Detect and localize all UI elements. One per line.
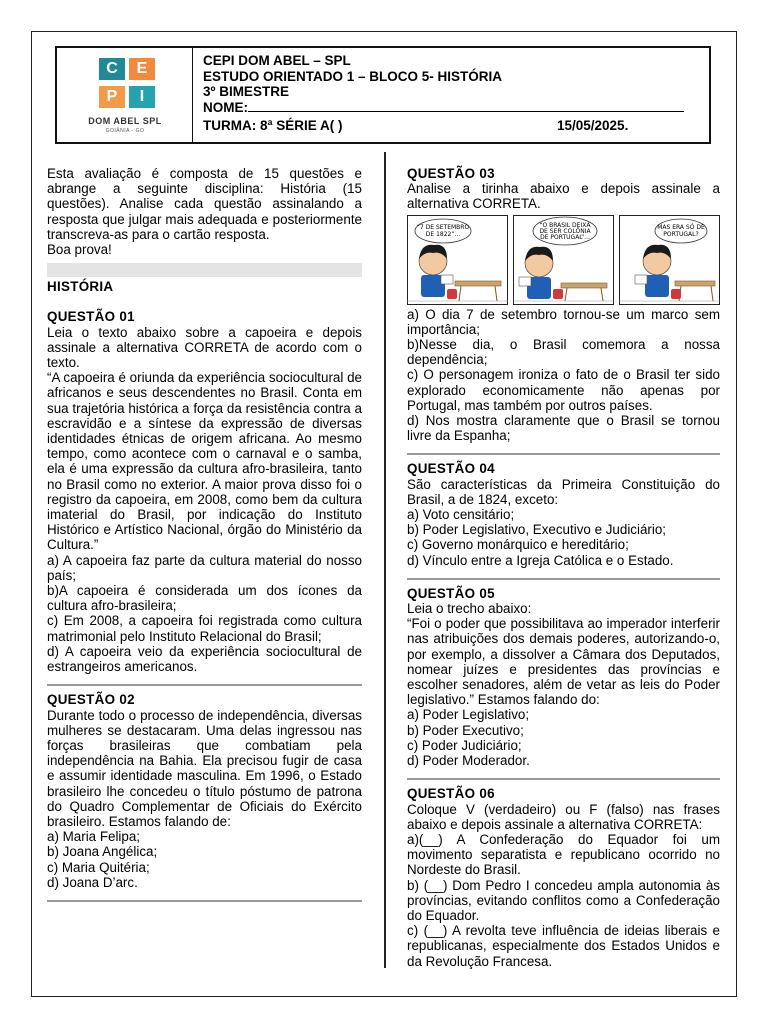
comic-bubble-1-line-1: “7 DE SETEMBRO bbox=[416, 223, 470, 231]
question-03-option-a[interactable]: a) O dia 7 de setembro tornou-se um marco sem importância; bbox=[407, 306, 720, 337]
comic-panel-2-drawing bbox=[513, 215, 614, 305]
question-05-option-c[interactable]: c) Poder Judiciário; bbox=[407, 737, 522, 753]
name-field[interactable] bbox=[248, 100, 684, 112]
intro-text: Esta avaliação é composta de 15 questões e abrange a seguinte disciplina: História (15 questões). Analise cada questão assinalando a resposta que julgar mais adequada e posteriormente transcreva-as para o cartão resposta. bbox=[47, 166, 362, 242]
comic-panel-1 bbox=[407, 215, 508, 305]
question-02-option-b[interactable]: b) Joana Angélica; bbox=[47, 844, 158, 860]
question-03-option-c[interactable]: c) O personagem ironiza o fato de o Brasil ter sido explorado economicamente não apenas por Portugal, mas também por outros países. bbox=[407, 367, 720, 413]
question-05-prompt: Leia o trecho abaixo: bbox=[407, 601, 532, 617]
question-06-item-a[interactable]: a)(__) A Confederação do Equador foi um movimento separatista e republicano ocorrido no Nordeste do Brasil. bbox=[407, 831, 720, 878]
question-04-option-b[interactable]: b) Poder Legislativo, Executivo e Judiciário; bbox=[407, 522, 667, 538]
question-04-option-a[interactable]: a) Voto censitário; bbox=[407, 507, 515, 523]
question-02-option-a[interactable]: a) Maria Felipa; bbox=[47, 829, 141, 845]
left-column bbox=[47, 166, 362, 908]
question-04-prompt: São características da Primeira Constituição do Brasil, a de 1824, exceto: bbox=[407, 476, 720, 507]
comic-bubble-1-line-2: DE 1822”... bbox=[425, 230, 461, 238]
question-05-option-a[interactable]: a) Poder Legislativo; bbox=[407, 707, 530, 723]
separator bbox=[47, 900, 362, 902]
logo-tile-p: P bbox=[99, 86, 125, 108]
question-06-prompt: Coloque V (verdadeiro) ou F (falso) nas frases abaixo e depois assinale a alternativa CORRETA: bbox=[407, 801, 720, 832]
column-divider bbox=[384, 152, 386, 968]
question-01-option-b[interactable]: b)A capoeira é considerada um dos ícones da cultura afro-brasileira; bbox=[47, 583, 362, 614]
comic-bubble-2-line-1: “O BRASIL DEIXA bbox=[539, 221, 591, 229]
exam-date: 15/05/2025. bbox=[557, 118, 629, 133]
right-column bbox=[407, 166, 720, 969]
question-04-option-d[interactable]: d) Vínculo entre a Igreja Católica e o Estado. bbox=[407, 552, 674, 568]
separator bbox=[407, 453, 720, 455]
name-label: NOME: bbox=[203, 99, 248, 115]
separator bbox=[407, 778, 720, 780]
question-05-option-b[interactable]: b) Poder Executivo; bbox=[407, 722, 524, 738]
school-logo bbox=[57, 48, 193, 142]
question-03-option-d[interactable]: d) Nos mostra claramente que o Brasil se tornou livre da Espanha; bbox=[407, 413, 720, 444]
name-row bbox=[203, 100, 703, 116]
logo-tile-c: C bbox=[99, 58, 125, 80]
question-01-option-d[interactable]: d) A capoeira veio da experiência sociocultural de estrangeiros americanos. bbox=[47, 643, 362, 675]
exam-header bbox=[55, 46, 711, 144]
question-04-option-c[interactable]: c) Governo monárquico e hereditário; bbox=[407, 537, 629, 553]
logo-tile-i: I bbox=[129, 86, 155, 108]
question-01-option-c[interactable]: c) Em 2008, a capoeira foi registrada como cultura matrimonial pelo Instituto Relacional do Brasil; bbox=[47, 613, 362, 644]
class-label: TURMA: 8ª SÉRIE A( ) bbox=[203, 118, 343, 133]
question-03-title: QUESTÃO 03 bbox=[407, 166, 495, 181]
logo-name: DOM ABEL SPL bbox=[88, 116, 162, 126]
header-info bbox=[203, 53, 703, 134]
term-label: 3º BIMESTRE bbox=[203, 84, 289, 99]
comic-panel-3-drawing bbox=[619, 215, 720, 305]
study-title: ESTUDO ORIENTADO 1 – BLOCO 5- HISTÓRIA bbox=[203, 68, 503, 84]
comic-bubble-2-line-3: DE PORTUGAL”... bbox=[540, 233, 590, 241]
comic-bubble-3-line-1: MAS ERA SÓ DE bbox=[657, 223, 705, 231]
question-06-item-b[interactable]: b) (__) Dom Pedro I concedeu ampla autonomia às províncias, evitando conflitos como a Confederação do Equador. bbox=[407, 877, 720, 923]
question-03-prompt: Analise a tirinha abaixo e depois assinale a alternativa CORRETA. bbox=[407, 181, 720, 212]
comic-strip bbox=[407, 215, 720, 305]
school-name: CEPI DOM ABEL – SPL bbox=[203, 53, 351, 68]
question-04-title: QUESTÃO 04 bbox=[407, 461, 495, 477]
question-06-title: QUESTÃO 06 bbox=[407, 786, 495, 802]
separator bbox=[407, 578, 720, 580]
question-02-text: Durante todo o processo de independência, diversas mulheres se destacaram. Uma delas ingressou nas forças brasileiras que combatiam pela independência na Bahia. Ela precisou fugir de casa e assumir identidade masculina. Em 1996, o Estado brasileiro lhe concedeu o título póstumo de patrona do Quadro Complementar de Oficiais do Exército brasileiro. Estamos falando de: bbox=[47, 707, 362, 829]
question-05-title: QUESTÃO 05 bbox=[407, 585, 495, 601]
question-01-option-a[interactable]: a) A capoeira faz parte da cultura material do nosso país; bbox=[47, 552, 362, 583]
question-01-prompt: Leia o texto abaixo sobre a capoeira e depois assinale a alternativa CORRETA de acordo com o texto. bbox=[47, 324, 362, 371]
question-01-quote: “A capoeira é oriunda da experiência sociocultural de africanos e seus descendentes no Brasil. Conta em sua trajetória histórica a força da resistência contra a escravidão e a síntese da expressão de diversas identidades étnicas de origem africana. Ao mesmo tempo, como acontece com o carnaval e o samba, ela é uma expressão da cultura afro-brasileira, tanto no Brasil como no exterior. A maior prova disso foi o registro da capoeira, em 2008, como bem da cultura imaterial do Brasil, por indicação do Instituto Histórico e Artístico Nacional, órgão do Ministério da Cultura.” bbox=[47, 370, 362, 553]
logo-tile-e: E bbox=[129, 58, 155, 80]
class-row bbox=[203, 118, 703, 134]
question-01-title: QUESTÃO 01 bbox=[47, 309, 135, 325]
section-title: HISTÓRIA bbox=[47, 279, 114, 295]
question-02-option-c[interactable]: c) Maria Quitéria; bbox=[47, 859, 150, 875]
section-band bbox=[47, 263, 362, 277]
comic-panel-2 bbox=[513, 215, 614, 305]
question-06-item-c[interactable]: c) (__) A revolta teve influência de ideias liberais e republicanas, especialmente dos Estados Unidos e da Revolução Francesa. bbox=[407, 923, 720, 969]
comic-bubble-2-line-2: DE SER COLÔNIA bbox=[539, 227, 591, 235]
separator bbox=[47, 684, 362, 686]
logo-subtitle: GOIÂNIA - GO bbox=[105, 128, 145, 134]
intro-closing: Boa prova! bbox=[47, 242, 112, 258]
comic-panel-3 bbox=[619, 215, 720, 305]
comic-panel-1-drawing bbox=[407, 215, 508, 305]
question-02-option-d[interactable]: d) Joana D’arc. bbox=[47, 874, 138, 890]
question-02-title: QUESTÃO 02 bbox=[47, 692, 135, 708]
question-03-option-b[interactable]: b)Nesse dia, o Brasil comemora a nossa dependência; bbox=[407, 337, 720, 368]
question-05-quote: “Foi o poder que possibilitava ao imperador interferir nas atribuições dos demais poderes, autorizando-o, por exemplo, a dissolver a Câmara dos Deputados, nomear juízes e presidentes das províncias e escolher senadores, além de vetar as leis do Poder legislativo.” Estamos falando do: bbox=[407, 616, 720, 708]
logo-tiles bbox=[95, 56, 157, 112]
comic-bubble-3-line-2: PORTUGAL? bbox=[663, 230, 699, 238]
question-05-option-d[interactable]: d) Poder Moderador. bbox=[407, 753, 530, 769]
